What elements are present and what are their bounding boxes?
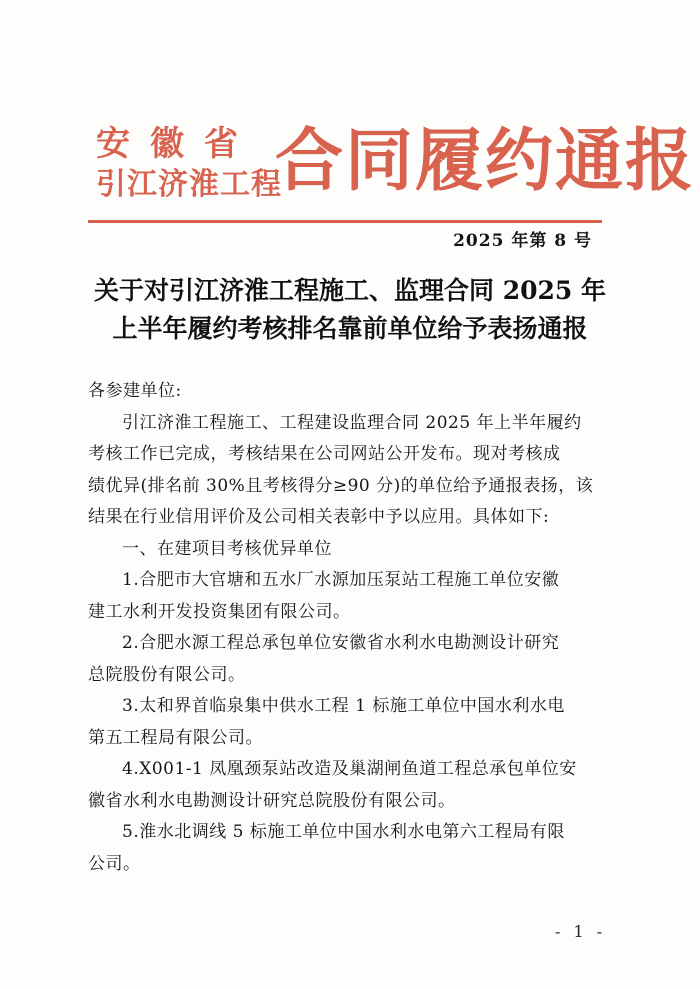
list-item-line: 4.X001-1 凤凰颈泵站改造及巢湖闸鱼道工程总承包单位安 [122,759,577,779]
masthead-divider [88,220,602,223]
paragraph-line: 考核工作已完成，考核结果在公司网站公开发布。现对考核成 [88,444,561,464]
salutation: 各参建单位: [88,381,182,401]
list-item-line: 徽省水利水电勘测设计研究总院股份有限公司。 [88,790,456,811]
masthead-project: 引江济淮工程 [96,167,282,202]
masthead-bulletin-title: 合同履约通报 [275,121,696,201]
paragraph-line: 引江济淮工程施工、工程建设监理合同 2025 年上半年履约 [122,412,582,433]
paragraph-line: 绩优异(排名前 30%且考核得分≥90 分)的单位给予通报表扬，该 [88,475,594,496]
masthead-province: 安徽省 [96,124,258,164]
list-item-line: 2.合肥水源工程总承包单位安徽省水利水电勘测设计研究 [122,633,560,653]
issue-number: 2025 年第 8 号 [453,231,592,251]
section-heading: 一、在建项目考核优异单位 [122,538,332,559]
list-item-line: 总院股份有限公司。 [88,664,246,685]
title-line: 上半年履约考核排名靠前单位给予表扬通报 [112,314,588,343]
list-item-line: 3.太和界首临泉集中供水工程 1 标施工单位中国水利水电 [122,696,565,716]
list-item-line: 公司。 [88,853,141,874]
page-number: - 1 - [555,922,607,941]
list-item-line: 第五工程局有限公司。 [88,727,263,748]
paragraph-line: 结果在行业信用评价及公司相关表彰中予以应用。具体如下: [88,507,550,527]
document-title [80,272,620,348]
document-body [88,376,610,880]
list-item-line: 1.合肥市大官塘和五水厂水源加压泵站工程施工单位安徽 [122,570,560,590]
list-item-line: 5.淮水北调线 5 标施工单位中国水利水电第六工程局有限 [122,822,565,842]
title-line: 关于对引江济淮工程施工、监理合同 2025 年 [94,276,606,305]
masthead [88,112,696,212]
list-item-line: 建工水利开发投资集团有限公司。 [88,601,351,622]
